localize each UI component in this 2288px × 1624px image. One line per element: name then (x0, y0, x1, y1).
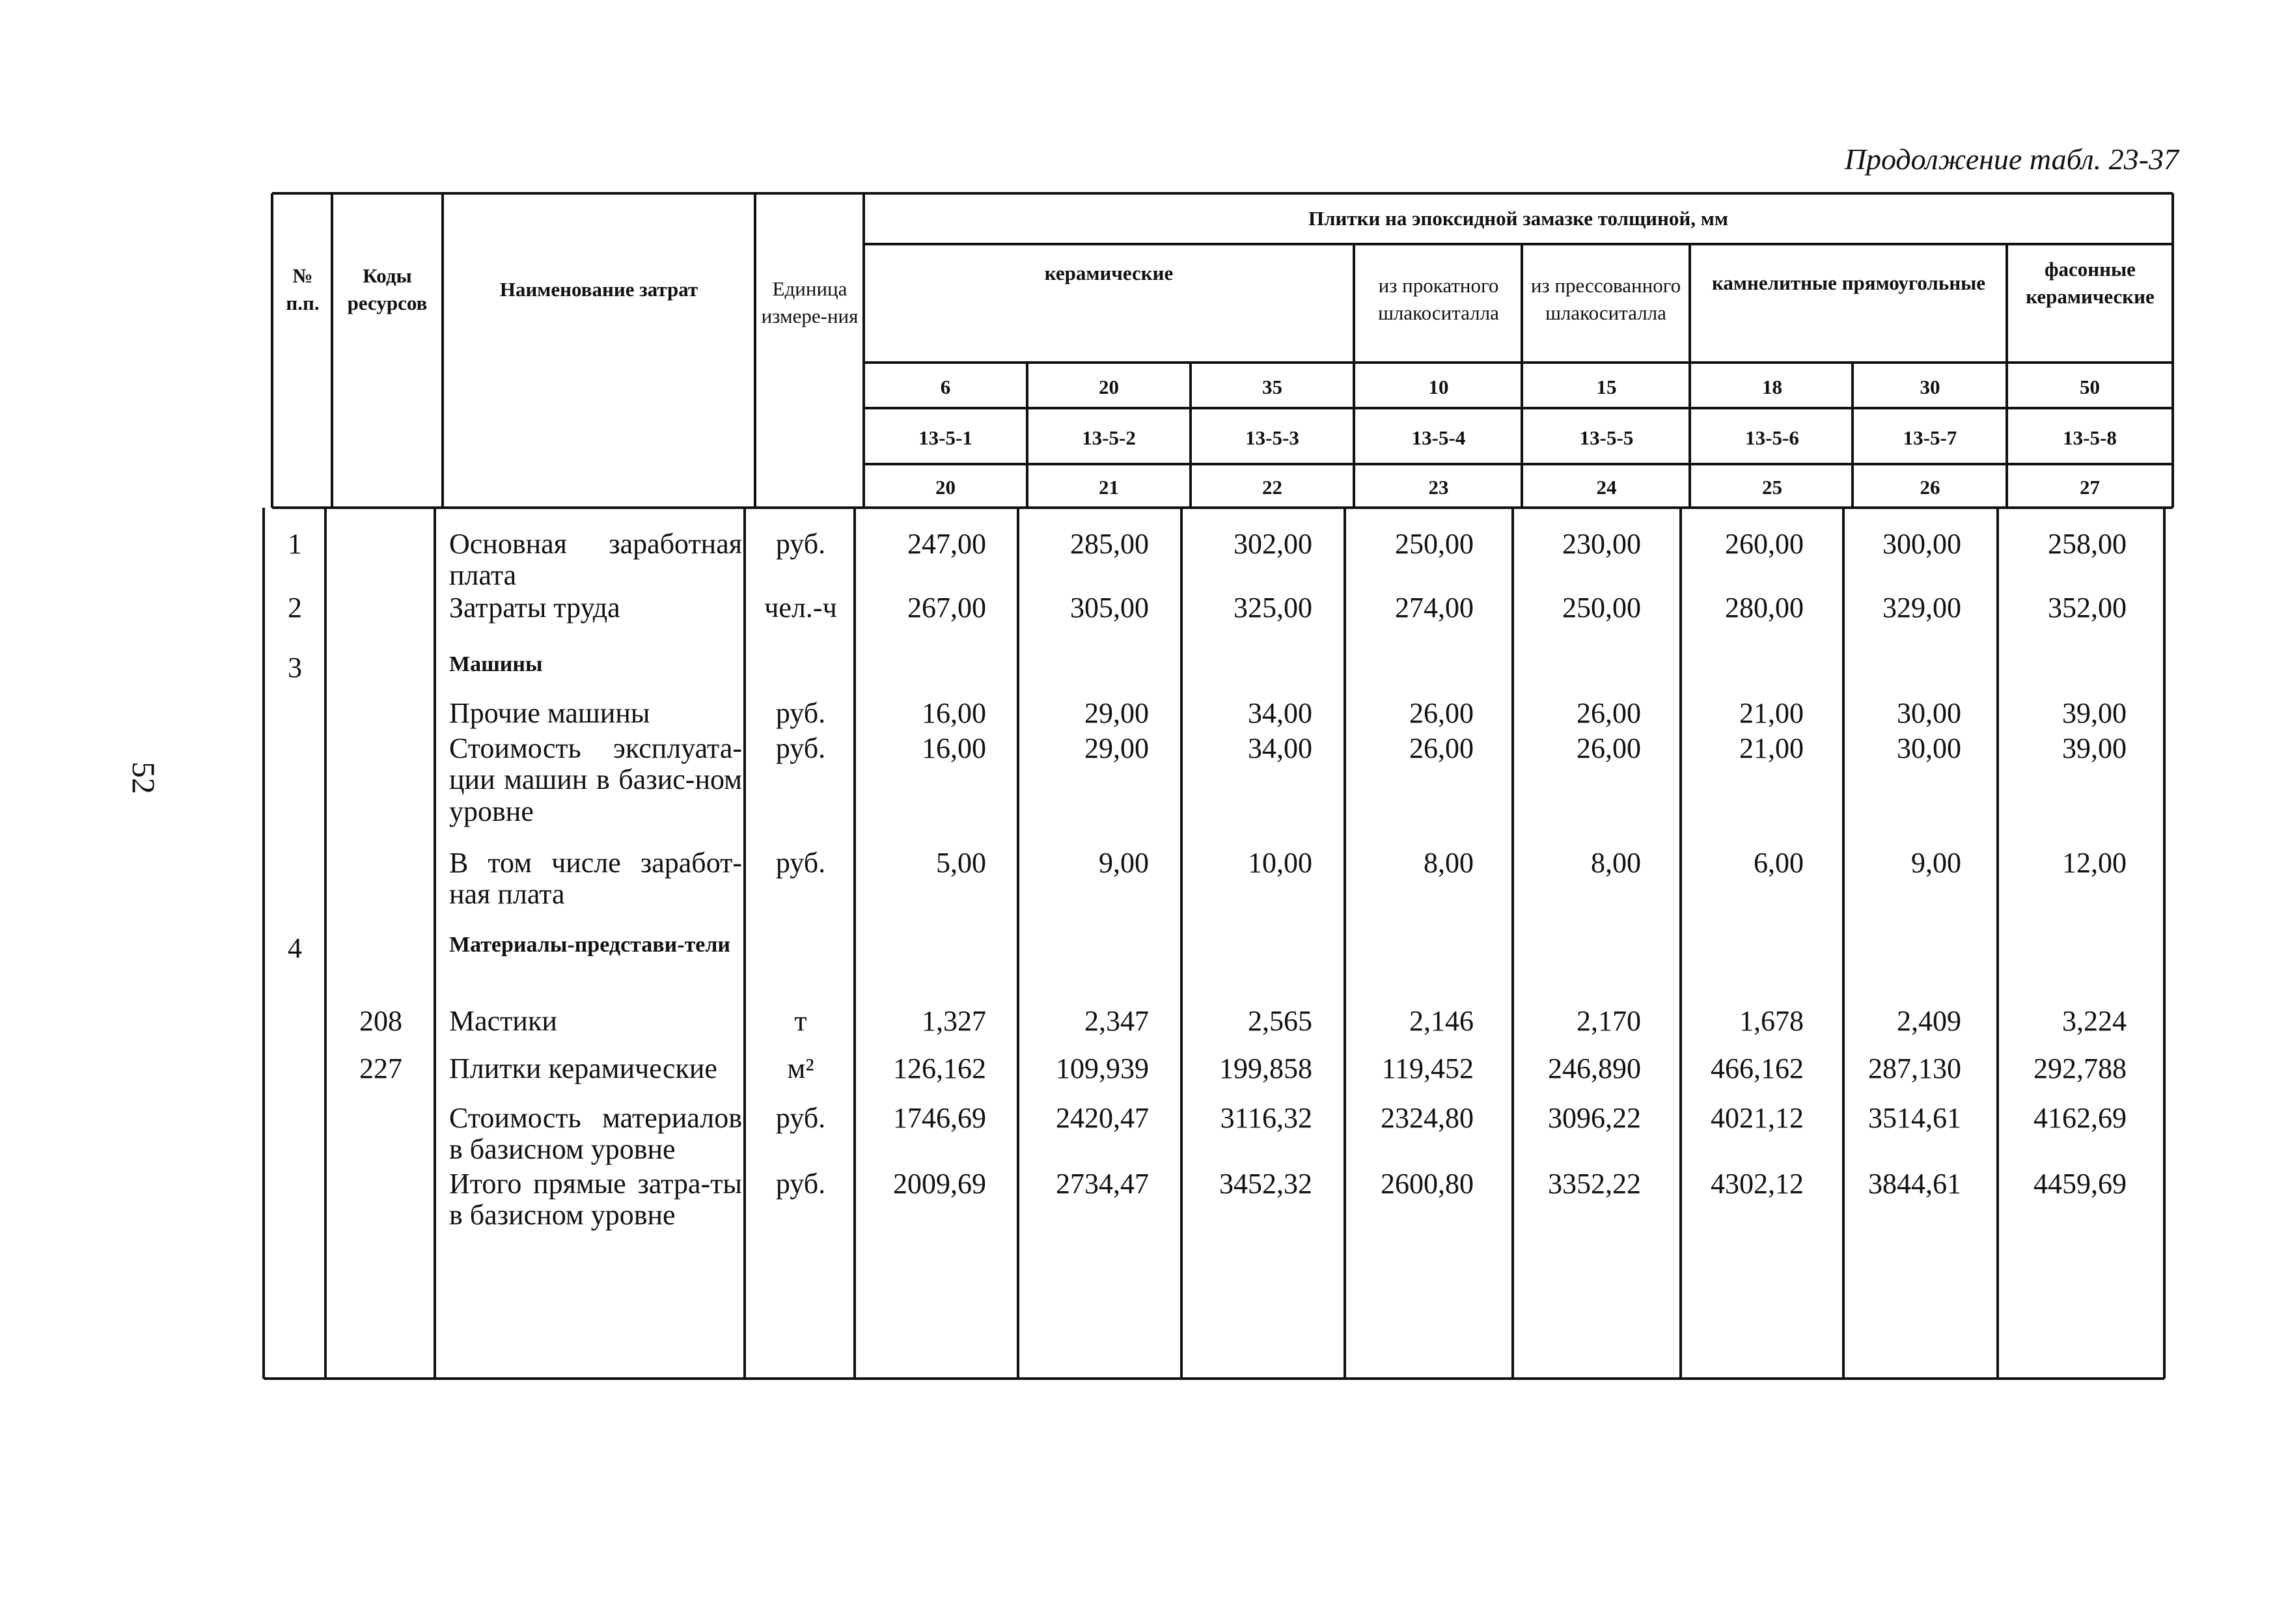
value-cell: 302,00 (1234, 528, 1312, 560)
header-thickness: 50 (2080, 376, 2100, 399)
header-group-title: Плитки на эпоксидной замазке толщиной, мм (1308, 207, 1728, 230)
value-cell: 4459,69 (2033, 1168, 2127, 1200)
unit: т (794, 1005, 807, 1037)
header-code: 13-5-1 (918, 426, 972, 450)
header-colnum: 24 (1596, 476, 1617, 499)
value-cell: 2,565 (1248, 1005, 1312, 1037)
value-cell: 12,00 (2062, 847, 2127, 879)
value-cell: 285,00 (1070, 528, 1149, 560)
cost-name: Материалы-представи-тели (449, 933, 731, 957)
cost-name: Плитки керамические (449, 1053, 717, 1084)
value-cell: 34,00 (1248, 732, 1312, 764)
resource-code: 227 (359, 1053, 402, 1084)
header-thickness: 6 (940, 376, 951, 399)
unit: руб. (775, 528, 826, 560)
value-cell: 352,00 (2048, 592, 2127, 624)
value-cell: 258,00 (2048, 528, 2127, 560)
header-thickness: 35 (1262, 376, 1282, 399)
value-cell: 250,00 (1562, 592, 1641, 624)
value-cell: 230,00 (1562, 528, 1641, 560)
value-cell: 267,00 (907, 592, 986, 624)
value-cell: 21,00 (1739, 697, 1804, 729)
value-cell: 29,00 (1084, 697, 1149, 729)
value-cell: 274,00 (1395, 592, 1474, 624)
value-cell: 3452,32 (1219, 1168, 1312, 1200)
header-thickness: 15 (1596, 376, 1617, 399)
header-thickness: 20 (1099, 376, 1119, 399)
value-cell: 3116,32 (1220, 1102, 1312, 1134)
value-cell: 2,347 (1084, 1005, 1149, 1037)
cost-name: Машины (449, 652, 543, 676)
header-code: 13-5-2 (1082, 426, 1136, 450)
value-cell: 3514,61 (1868, 1102, 1961, 1134)
value-cell: 1746,69 (893, 1102, 986, 1134)
header-group-shaped: фасонные керамические (2026, 258, 2155, 308)
value-cell: 30,00 (1897, 732, 1961, 764)
value-cell: 3844,61 (1868, 1168, 1961, 1200)
value-cell: 292,788 (2033, 1053, 2127, 1084)
value-cell: 9,00 (1911, 847, 1961, 879)
value-cell: 3352,22 (1548, 1168, 1641, 1200)
cost-name: Прочие машины (449, 697, 650, 729)
value-cell: 26,00 (1577, 732, 1641, 764)
value-cell: 34,00 (1248, 697, 1312, 729)
header-code: 13-5-4 (1411, 426, 1466, 450)
header-group-pressed: из прессованного шлакоситалла (1530, 274, 1681, 324)
value-cell: 8,00 (1591, 847, 1641, 879)
table-continuation-caption: Продолжение табл. 23-37 (1844, 143, 2179, 176)
header-code: 13-5-5 (1579, 426, 1634, 450)
value-cell: 26,00 (1577, 697, 1641, 729)
cost-name: Мастики (449, 1005, 557, 1037)
value-cell: 325,00 (1234, 592, 1312, 624)
value-cell: 246,890 (1548, 1053, 1641, 1084)
page-number: 52 (126, 762, 162, 794)
header-group-ceramic: керамические (1044, 262, 1174, 285)
value-cell: 199,858 (1219, 1053, 1312, 1084)
value-cell: 26,00 (1409, 697, 1474, 729)
row-number: 3 (288, 652, 302, 683)
row-number: 4 (288, 932, 302, 964)
cost-name: Основная заработная плата (449, 528, 742, 592)
value-cell: 16,00 (922, 697, 986, 729)
value-cell: 8,00 (1424, 847, 1474, 879)
cost-name: В том числе заработ-ная плата (449, 847, 742, 911)
cost-name: Итого прямые затра-ты в базисном уровне (449, 1168, 742, 1232)
resource-code: 208 (359, 1005, 402, 1037)
header-colnum: 25 (1762, 476, 1782, 499)
cost-name: Стоимость эксплуата-ции машин в базис-ном уровне (449, 732, 742, 827)
header-colnum: 23 (1428, 476, 1449, 499)
header-code: 13-5-3 (1245, 426, 1299, 450)
value-cell: 21,00 (1739, 732, 1804, 764)
value-cell: 30,00 (1897, 697, 1961, 729)
header-colnum: 20 (935, 476, 956, 499)
cost-name: Стоимость материалов в базисном уровне (449, 1102, 742, 1166)
header-group-cast-stone: камнелитные прямоугольные (1711, 271, 1986, 295)
header-code: 13-5-8 (2063, 426, 2117, 450)
header-colnum: 26 (1920, 476, 1940, 499)
value-cell: 466,162 (1711, 1053, 1804, 1084)
value-cell: 260,00 (1725, 528, 1804, 560)
value-cell: 2420,47 (1056, 1102, 1149, 1134)
header-name: Наименование затрат (499, 278, 698, 301)
value-cell: 2734,47 (1056, 1168, 1149, 1200)
value-cell: 39,00 (2062, 697, 2127, 729)
value-cell: 39,00 (2062, 732, 2127, 764)
value-cell: 1,327 (922, 1005, 986, 1037)
value-cell: 4302,12 (1711, 1168, 1804, 1200)
header-group-rolled: из прокатного шлакоситалла (1378, 274, 1499, 324)
value-cell: 4162,69 (2033, 1102, 2127, 1134)
header-thickness: 30 (1920, 376, 1940, 399)
value-cell: 2009,69 (893, 1168, 986, 1200)
value-cell: 26,00 (1409, 732, 1474, 764)
header-colnum: 22 (1262, 476, 1282, 499)
value-cell: 29,00 (1084, 732, 1149, 764)
header-codes: Коды ресурсов (347, 264, 428, 314)
value-cell: 3,224 (2062, 1005, 2127, 1037)
value-cell: 300,00 (1882, 528, 1961, 560)
value-cell: 2600,80 (1381, 1168, 1474, 1200)
value-cell: 250,00 (1395, 528, 1474, 560)
value-cell: 109,939 (1056, 1053, 1149, 1084)
unit: руб. (775, 1102, 826, 1134)
header-colnum: 21 (1099, 476, 1119, 499)
value-cell: 16,00 (922, 732, 986, 764)
value-cell: 6,00 (1754, 847, 1804, 879)
unit: руб. (775, 1168, 826, 1200)
row-number: 1 (288, 528, 302, 560)
value-cell: 329,00 (1882, 592, 1961, 624)
unit: чел.-ч (764, 592, 837, 624)
value-cell: 2324,80 (1381, 1102, 1474, 1134)
row-number: 2 (288, 592, 302, 624)
value-cell: 5,00 (936, 847, 986, 879)
unit: м² (787, 1053, 814, 1084)
unit: руб. (775, 732, 826, 764)
value-cell: 1,678 (1739, 1005, 1804, 1037)
value-cell: 3096,22 (1548, 1102, 1641, 1134)
value-cell: 280,00 (1725, 592, 1804, 624)
header-thickness: 18 (1762, 376, 1782, 399)
header-no: № п.п. (286, 264, 320, 314)
unit: руб. (775, 697, 826, 729)
value-cell: 247,00 (907, 528, 986, 560)
value-cell: 2,409 (1897, 1005, 1961, 1037)
header-thickness: 10 (1428, 376, 1449, 399)
value-cell: 119,452 (1381, 1053, 1474, 1084)
header-unit: Единица измере-ния (761, 277, 859, 327)
header-code: 13-5-6 (1745, 426, 1799, 450)
value-cell: 10,00 (1248, 847, 1312, 879)
header-code: 13-5-7 (1903, 426, 1957, 450)
header-colnum: 27 (2080, 476, 2100, 499)
value-cell: 305,00 (1070, 592, 1149, 624)
value-cell: 126,162 (893, 1053, 986, 1084)
value-cell: 287,130 (1868, 1053, 1961, 1084)
value-cell: 2,170 (1577, 1005, 1641, 1037)
cost-name: Затраты труда (449, 592, 620, 624)
value-cell: 4021,12 (1711, 1102, 1804, 1134)
unit: руб. (775, 847, 826, 879)
value-cell: 9,00 (1099, 847, 1149, 879)
value-cell: 2,146 (1409, 1005, 1474, 1037)
